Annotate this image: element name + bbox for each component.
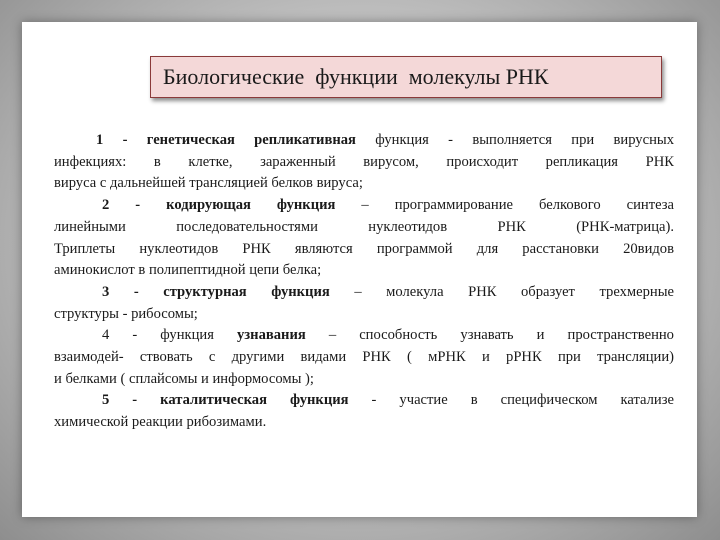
text-line bbox=[54, 282, 674, 304]
text-line bbox=[54, 412, 674, 434]
slide-body bbox=[54, 130, 674, 434]
text-run: 4 - функция bbox=[102, 327, 237, 344]
bold-text: 3 - структурная функция bbox=[102, 283, 330, 300]
text-line bbox=[54, 152, 674, 174]
paragraph bbox=[54, 325, 674, 390]
paragraph bbox=[54, 195, 674, 282]
paragraph bbox=[54, 130, 674, 195]
text-run: вируса с дальнейшей трансляцией белков вируса; bbox=[54, 175, 363, 192]
text-run: - участие в специфическом катализе bbox=[348, 392, 674, 409]
text-line bbox=[54, 130, 674, 152]
text-run: и белками ( сплайсомы и информосомы ); bbox=[54, 370, 314, 387]
text-run: линейными последовательностями нуклеотидов РНК (РНК-матрица). bbox=[54, 218, 674, 235]
bold-text: 5 - каталитическая функция bbox=[102, 392, 349, 409]
bold-text: узнавания bbox=[237, 327, 306, 344]
text-run: инфекциях: в клетке, зараженный вирусом, происходит репликация РНК bbox=[54, 153, 674, 170]
text-run: взаимодей- ствовать с другими видами РНК ( мРНК и рРНК при трансляции) bbox=[54, 349, 674, 366]
text-line bbox=[54, 390, 674, 412]
text-run: – молекула РНК образует трехмерные bbox=[329, 283, 675, 300]
text-line bbox=[54, 260, 674, 282]
slide-title: Биологические функции молекулы РНК bbox=[163, 64, 549, 89]
text-line bbox=[54, 239, 674, 261]
text-run: – способность узнавать и пространственно bbox=[305, 327, 674, 344]
text-run: структуры - рибосомы; bbox=[54, 305, 198, 322]
text-run: – программирование белкового синтеза bbox=[335, 197, 674, 214]
bold-text: 2 - кодирующая функция bbox=[102, 197, 336, 214]
text-line bbox=[54, 325, 674, 347]
bold-text: 1 - bbox=[96, 132, 147, 148]
text-line bbox=[54, 369, 674, 391]
text-run: аминокислот в полипептидной цепи белка; bbox=[54, 262, 322, 279]
text-line bbox=[54, 195, 674, 217]
bold-text: генетическая репликативная bbox=[146, 132, 356, 148]
title-box bbox=[150, 56, 662, 98]
text-line bbox=[54, 304, 674, 326]
text-run: функция - выполняется при вирусных bbox=[355, 132, 674, 148]
text-run: химической реакции рибозимами. bbox=[54, 414, 267, 431]
text-line bbox=[54, 347, 674, 369]
text-run: Триплеты нуклеотидов РНК являются программой для расстановки 20видов bbox=[54, 240, 674, 257]
text-line bbox=[54, 173, 674, 195]
paragraph bbox=[54, 390, 674, 433]
paragraph bbox=[54, 282, 674, 325]
text-line bbox=[54, 217, 674, 239]
